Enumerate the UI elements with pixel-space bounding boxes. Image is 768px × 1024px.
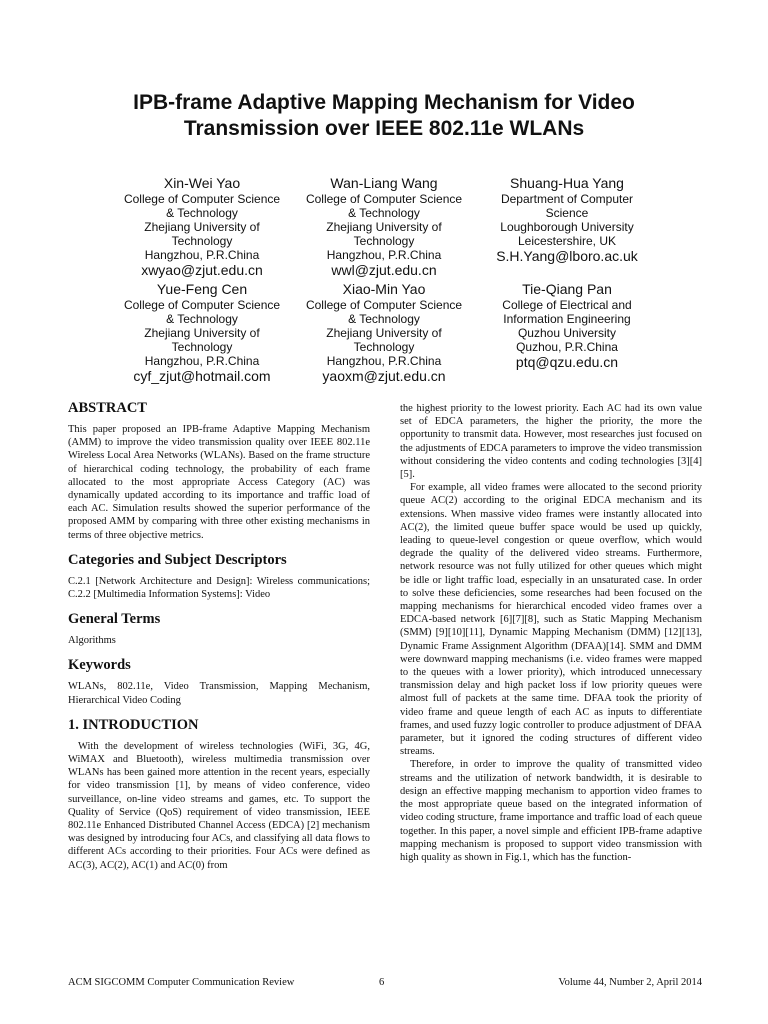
intro-paragraph-1: With the development of wireless technologies (WiFi, 3G, 4G, WiMAX and Bluetooth), wireless multimedia transmission over WLANs has been gained more attention in the recent years, especially for video transmission [1], by means of video conference, video surveillance, on-line video streams and games, etc. To support the Quality of Service (QoS) requirement of video transmission, IEEE 802.11e Enhanced Distributed Channel Access (EDCA) [2] mechanism was designed by introducing four ACs, and classifying all data flows to different ACs according to their priorities. Four ACs were defined as AC(3), AC(2), AC(1) and AC(0) from bbox=[68, 740, 370, 871]
author-affiliation: Hangzhou, P.R.China bbox=[144, 354, 260, 368]
author-affiliation: & Technology bbox=[166, 312, 238, 326]
author-affiliation: College of Computer Science bbox=[123, 192, 281, 206]
author-affiliation: Technology bbox=[353, 340, 415, 354]
author-name: Wan-Liang Wang bbox=[330, 175, 438, 191]
author-affiliation: College of Computer Science bbox=[305, 192, 463, 206]
author-affiliation: Hangzhou, P.R.China bbox=[326, 248, 442, 262]
author-block bbox=[467, 281, 667, 371]
author-affiliation: Zhejiang University of bbox=[326, 220, 442, 234]
keywords-heading: Keywords bbox=[68, 657, 131, 674]
author-affiliation: Science bbox=[545, 206, 589, 220]
author-affiliation: Leicestershire, UK bbox=[517, 234, 617, 248]
author-email[interactable]: yaoxm@zjut.edu.cn bbox=[322, 368, 446, 384]
general-terms-heading: General Terms bbox=[68, 611, 161, 628]
author-affiliation: Technology bbox=[171, 234, 233, 248]
author-affiliation: & Technology bbox=[348, 312, 420, 326]
author-affiliation: Quzhou, P.R.China bbox=[516, 340, 618, 354]
abstract-heading: ABSTRACT bbox=[68, 400, 147, 416]
author-affiliation: Zhejiang University of bbox=[144, 326, 260, 340]
author-block bbox=[284, 175, 484, 279]
general-terms-text: Algorithms bbox=[68, 635, 116, 647]
author-affiliation: Zhejiang University of bbox=[326, 326, 442, 340]
author-affiliation: Quzhou University bbox=[517, 326, 617, 340]
author-block bbox=[102, 175, 302, 279]
author-affiliation: Information Engineering bbox=[503, 312, 631, 326]
categories-heading: Categories and Subject Descriptors bbox=[68, 551, 287, 568]
paper-title bbox=[40, 90, 728, 142]
footer-volume: Volume 44, Number 2, April 2014 bbox=[558, 977, 702, 988]
author-affiliation: College of Electrical and bbox=[502, 298, 632, 312]
author-affiliation: Hangzhou, P.R.China bbox=[326, 354, 442, 368]
author-email[interactable]: ptq@qzu.edu.cn bbox=[515, 354, 619, 370]
footer-journal: ACM SIGCOMM Computer Communication Review bbox=[68, 977, 295, 988]
author-email[interactable]: xwyao@zjut.edu.cn bbox=[141, 262, 263, 278]
author-affiliation: Hangzhou, P.R.China bbox=[144, 248, 260, 262]
introduction-heading: 1. INTRODUCTION bbox=[68, 716, 199, 733]
author-affiliation: College of Computer Science bbox=[123, 298, 281, 312]
author-name: Xin-Wei Yao bbox=[163, 175, 241, 191]
author-affiliation: Technology bbox=[353, 234, 415, 248]
author-email[interactable]: cyf_zjut@hotmail.com bbox=[133, 368, 271, 384]
title-line-2: Transmission over IEEE 802.11e WLANs bbox=[183, 117, 585, 140]
author-name: Yue-Feng Cen bbox=[156, 281, 248, 297]
author-block bbox=[284, 281, 484, 385]
author-affiliation: College of Computer Science bbox=[305, 298, 463, 312]
author-affiliation: Loughborough University bbox=[500, 220, 634, 234]
author-email[interactable]: S.H.Yang@lboro.ac.uk bbox=[496, 248, 638, 264]
keywords-text: WLANs, 802.11e, Video Transmission, Mapping Mechanism, Hierarchical Video Coding bbox=[68, 681, 370, 706]
left-column bbox=[68, 400, 370, 872]
author-affiliation: Technology bbox=[171, 340, 233, 354]
intro-paragraph-3: For example, all video frames were allocated to the second priority queue AC(2) according to the original EDCA mechanism and its extensions. When massive video frames were instantly allocated into AC(2), the limited queue buffer space would be used up quickly, leading to queue-level congestion or queue overflow, which would degrade the quality of the delivered video streams. Furthermore, network resource was not fully utilized for other queues which might be idle or light traffic load, especially in an unsaturated case. In order to solve these deficiencies, some researches had been focused on the mapping mechanisms for hierarchical encoded video frames over a EDCA-based network [6][7][8], such as Static Mapping Mechanism (SMM) [9][10][11], Dynamic Mapping Mechanism (DMM) [12][13], Dynamic Frame Assignment Algorithm (DFAA)[14]. SMM and DMM were downward mapping mechanisms (i.e. video frames were mapped to the queues with a lower priority), which introduced unnecessary transmission delay and high packet loss if low priority queues were almost full of packets at the same time. DFAA took the priority of video frame and queue length of each AC as inputs to differentiate frames, and used fuzzy logic controller to produce adjustment of DFAA parameter, but it ignored the coding structures of different video streams. bbox=[400, 482, 702, 758]
abstract-text: This paper proposed an IPB-frame Adaptive Mapping Mechanism (AMM) to improve the video transmission quality over IEEE 802.11e Wireless Local Area Networks (WLANs). Based on the frame structure of hierarchical coding technology, the probability of each frame allocated to the most appropriate Access Category (AC) was dynamically updated according to its importance and traffic load of each AC. Simulation results showed the superior performance of the proposed AMM by comparing with three other existing mechanisms in terms of three objective metrics. bbox=[68, 424, 370, 541]
author-affiliation: & Technology bbox=[166, 206, 238, 220]
author-affiliation: Department of Computer bbox=[500, 192, 634, 206]
author-block bbox=[102, 281, 302, 385]
author-block bbox=[467, 175, 667, 265]
footer-page-number: 6 bbox=[379, 977, 385, 988]
author-name: Tie-Qiang Pan bbox=[522, 281, 612, 297]
intro-paragraph-2: the highest priority to the lowest priority. Each AC had its own value set of EDCA parameters, the higher the priority, the more the opportunity to transmit data. However, most researches just focused on the adjustments of EDCA parameters to improve the video transmission without considering the video contents and coding technologies [3][4][5]. bbox=[400, 403, 702, 481]
author-email[interactable]: wwl@zjut.edu.cn bbox=[331, 262, 437, 278]
author-name: Shuang-Hua Yang bbox=[510, 175, 624, 191]
author-affiliation: Zhejiang University of bbox=[144, 220, 260, 234]
right-column bbox=[400, 402, 702, 864]
categories-text: C.2.1 [Network Architecture and Design]: Wireless communications; C.2.2 [Multimedia Information Systems]: Video bbox=[68, 575, 370, 601]
title-line-1: IPB-frame Adaptive Mapping Mechanism for Video bbox=[133, 91, 635, 114]
author-name: Xiao-Min Yao bbox=[342, 281, 426, 297]
intro-paragraph-4: Therefore, in order to improve the quality of transmitted video streams and the utilization of network bandwidth, it is desirable to design an effective mapping mechanism to apportion video frames to the most appropriate queue based on the integrated information of video coding structure, frame importance and traffic load of each queue together. In this paper, a novel simple and efficient IPB-frame adaptive mapping mechanism is proposed to support video transmission with high quality as shown in Fig.1, which has the function- bbox=[400, 759, 702, 863]
author-affiliation: & Technology bbox=[348, 206, 420, 220]
